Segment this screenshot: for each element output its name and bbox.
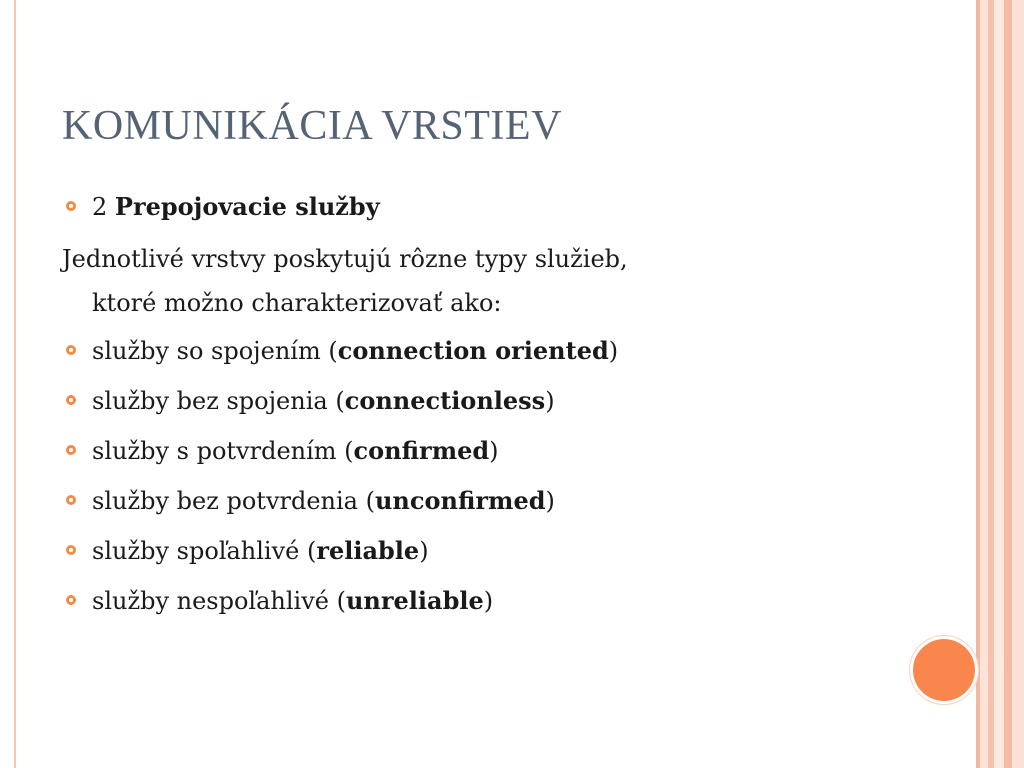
list-item [62, 531, 902, 581]
list-item [62, 481, 902, 531]
list-item [62, 431, 902, 481]
left-border-line [14, 0, 16, 768]
bullet-icon [66, 545, 76, 555]
bullet-icon [66, 445, 76, 455]
bullet-icon [66, 495, 76, 505]
bullet-icon [66, 595, 76, 605]
item-text: služby spoľahlivé ( [92, 537, 317, 565]
list-item [62, 581, 902, 631]
intro-line-2: ktoré možno charakterizovať ako: [92, 289, 502, 317]
item-term: connectionless [344, 386, 546, 415]
item-close: ) [489, 437, 499, 465]
item-term: unconfirmed [374, 486, 546, 515]
item-close: ) [545, 487, 555, 515]
heading-label: Prepojovacie služby [114, 192, 380, 221]
item-term: connection oriented [337, 336, 609, 365]
item-close: ) [545, 387, 555, 415]
heading-number: 2 [92, 193, 115, 221]
section-heading [62, 187, 902, 237]
slide-title: KOMUNIKÁCIA VRSTIEV [62, 103, 562, 149]
item-term: reliable [316, 536, 420, 565]
item-term: unreliable [345, 586, 484, 615]
item-close: ) [483, 587, 494, 615]
item-close: ) [419, 537, 429, 565]
item-close: ) [608, 337, 619, 365]
list-item [62, 381, 902, 431]
list-item [62, 331, 902, 381]
stripe [1012, 0, 1024, 768]
bullet-icon [66, 395, 76, 405]
item-text: služby bez spojenia ( [92, 387, 345, 415]
item-text: služby so spojením ( [92, 337, 338, 365]
bullet-icon [66, 201, 76, 211]
item-text: služby s potvrdením ( [92, 437, 354, 465]
item-text: služby bez potvrdenia ( [92, 487, 375, 515]
decorative-stripes [976, 0, 1024, 768]
item-term: confirmed [353, 436, 490, 465]
stripe [994, 0, 1004, 768]
item-text: služby nespoľahlivé ( [92, 587, 346, 615]
stripe [980, 0, 988, 768]
intro-paragraph [62, 237, 902, 325]
stripe [1004, 0, 1012, 768]
decorative-circle [913, 639, 975, 701]
intro-line-1: Jednotlivé vrstvy poskytujú rôzne typy služieb, [62, 245, 628, 273]
slide-content [62, 187, 902, 631]
bullet-icon [66, 345, 76, 355]
